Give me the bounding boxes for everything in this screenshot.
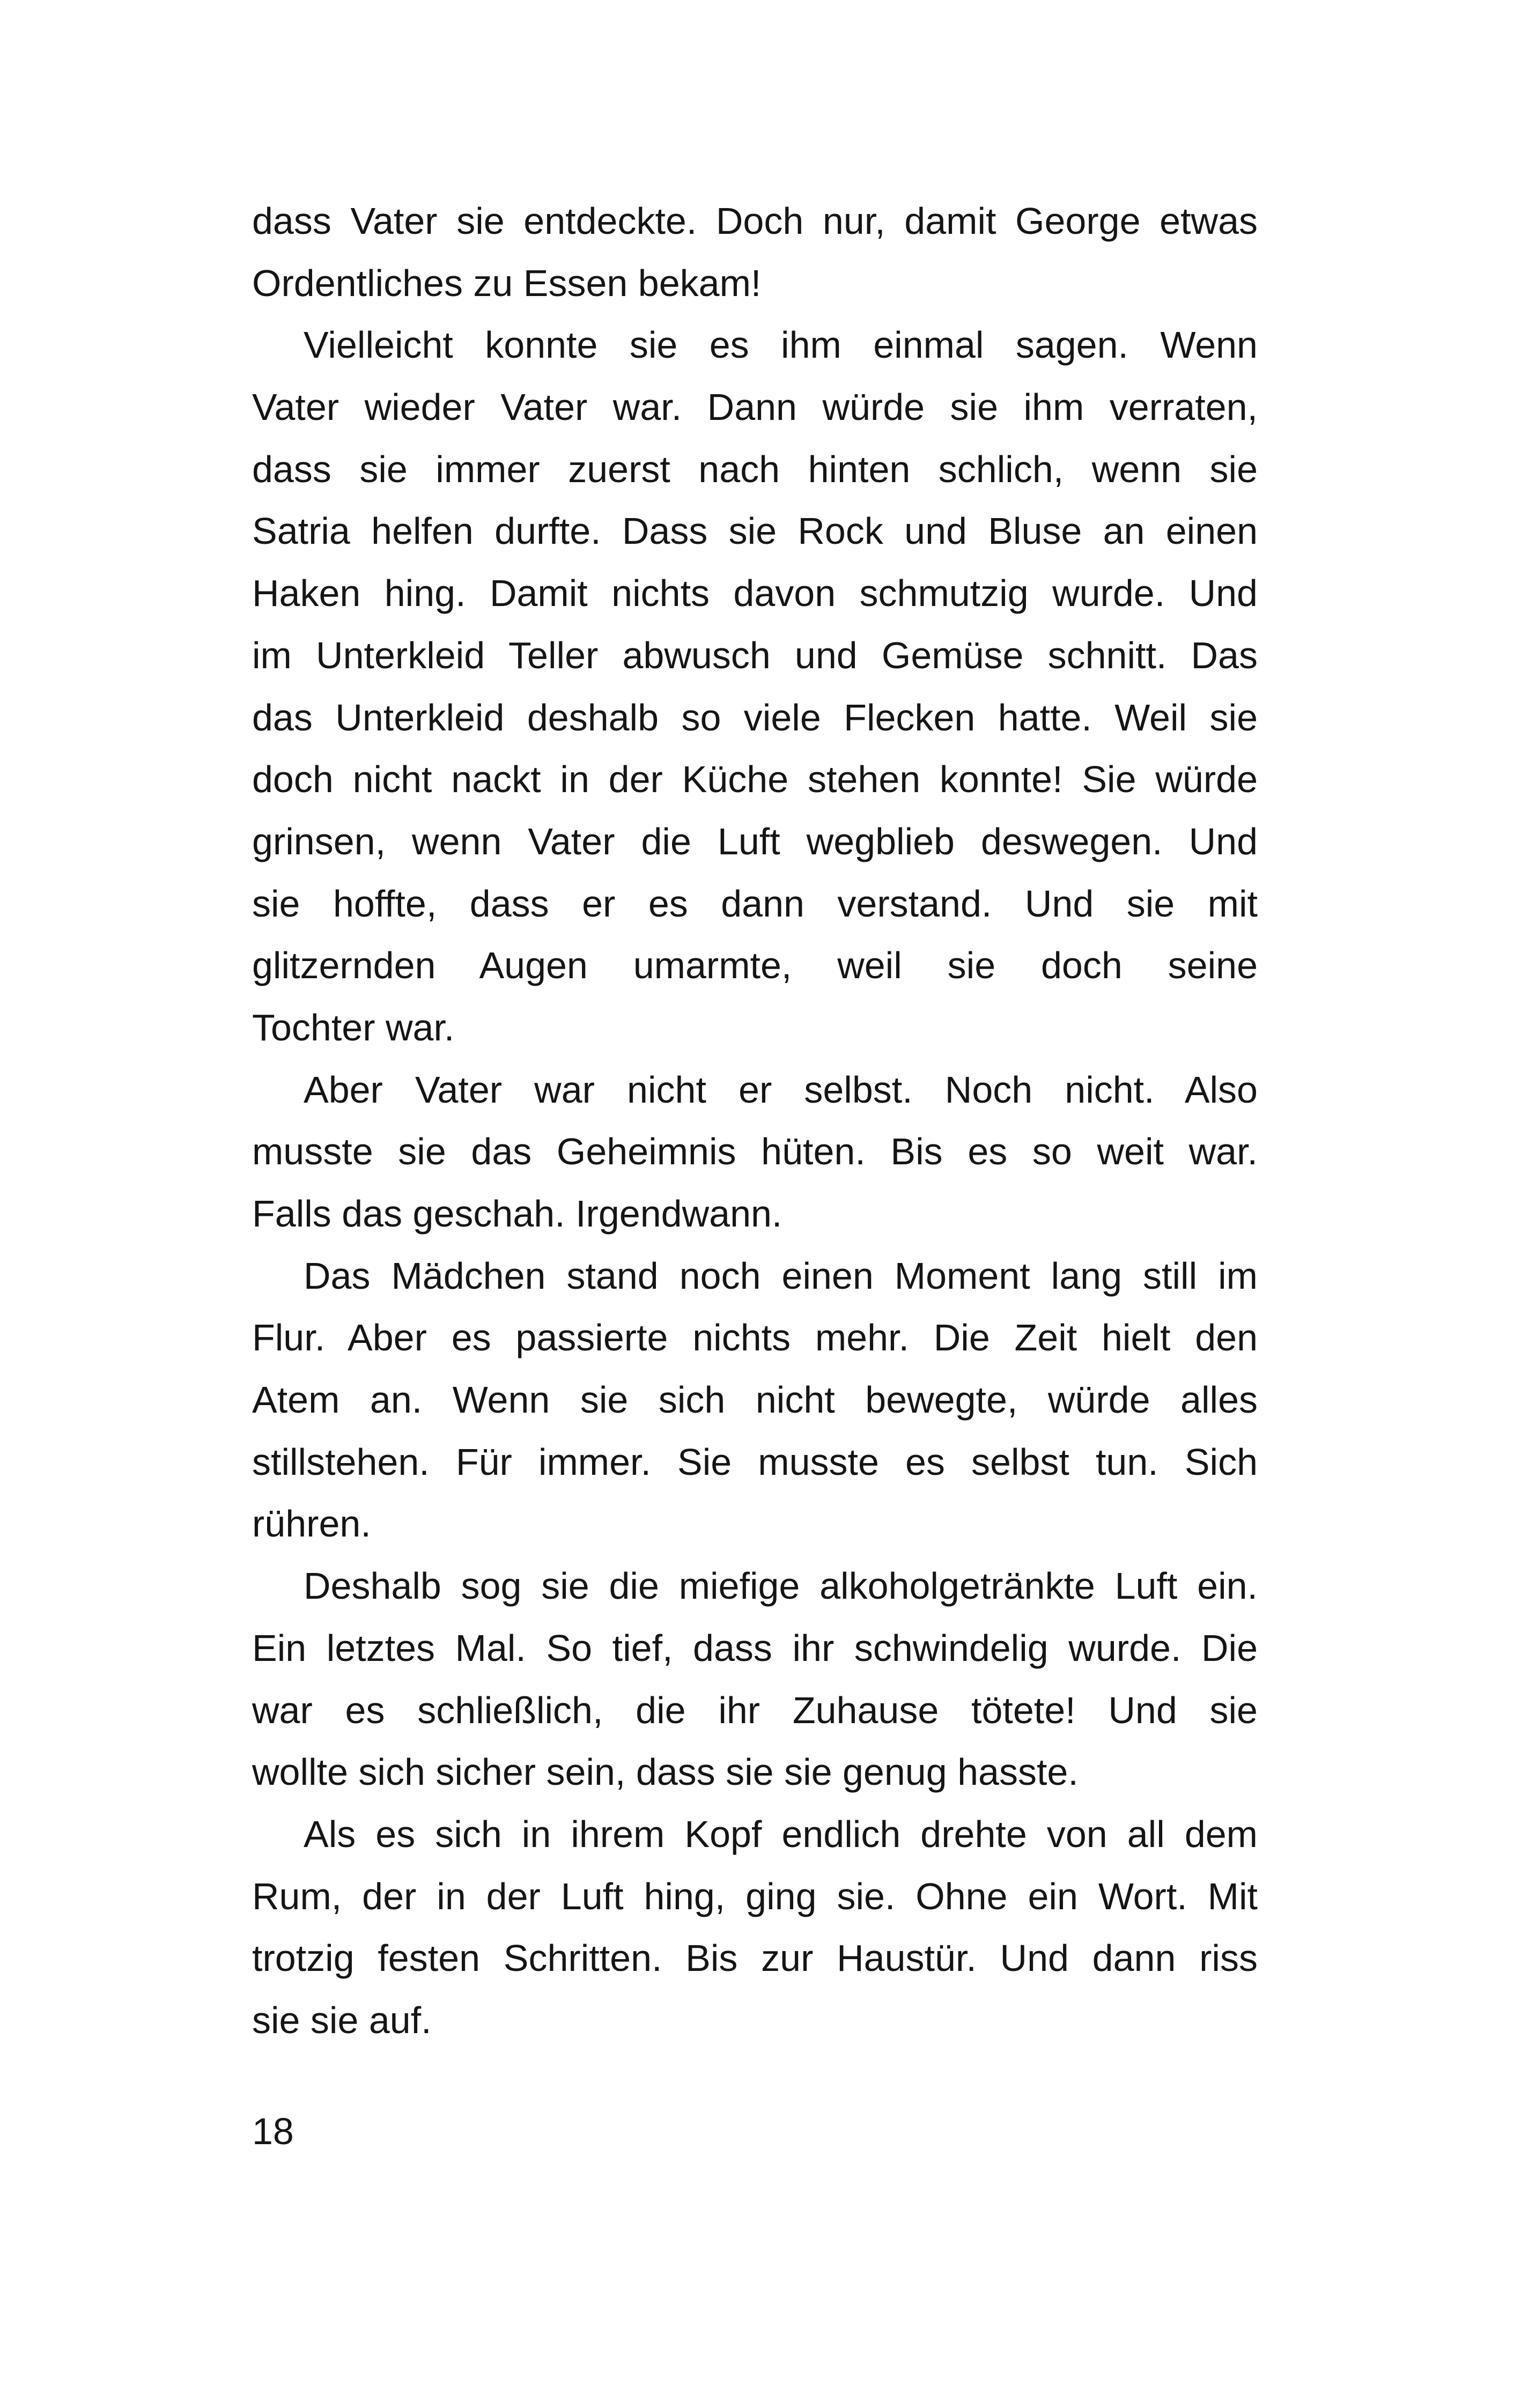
- text-line: das Unterkleid deshalb so viele Flecken hatte. Weil sie: [252, 696, 1258, 738]
- text-line: stillstehen. Für immer. Sie musste es selbst tun. Sich: [252, 1441, 1258, 1483]
- text-line: Vater wieder Vater war. Dann würde sie ihm verraten,: [252, 386, 1258, 429]
- text-line: Ein letztes Mal. So tief, dass ihr schwindelig wurde. Die: [252, 1627, 1258, 1669]
- page-number: 18: [252, 2110, 294, 2152]
- text-line: dass sie immer zuerst nach hinten schlich, wenn sie: [252, 448, 1258, 490]
- text-line: Ordentliches zu Essen bekam!: [252, 262, 762, 304]
- body-text: [252, 190, 1258, 2052]
- text-line: Satria helfen durfte. Dass sie Rock und Bluse an einen: [252, 510, 1258, 552]
- text-line: sie hoffte, dass er es dann verstand. Und sie mit: [252, 882, 1258, 925]
- text-line: trotzig festen Schritten. Bis zur Haustür. Und dann riss: [252, 1937, 1258, 1979]
- text-line: wollte sich sicher sein, dass sie sie genug hasste.: [252, 1751, 1079, 1793]
- text-line: Flur. Aber es passierte nichts mehr. Die Zeit hielt den: [252, 1317, 1258, 1359]
- text-line: grinsen, wenn Vater die Luft wegblieb deswegen. Und: [252, 820, 1258, 862]
- text-line: Haken hing. Damit nichts davon schmutzig wurde. Und: [252, 572, 1258, 615]
- text-line: Deshalb sog sie die miefige alkoholgetränkte Luft ein.: [304, 1565, 1258, 1607]
- text-line: Falls das geschah. Irgendwann.: [252, 1193, 782, 1235]
- text-line: dass Vater sie entdeckte. Doch nur, damit George etwas: [252, 200, 1258, 242]
- text-line: Das Mädchen stand noch einen Moment lang still im: [304, 1254, 1258, 1297]
- text-line: sie sie auf.: [252, 1999, 432, 2041]
- text-line: im Unterkleid Teller abwusch und Gemüse schnitt. Das: [252, 634, 1258, 676]
- text-line: war es schließlich, die ihr Zuhause tötete! Und sie: [252, 1689, 1258, 1731]
- text-line: Vielleicht konnte sie es ihm einmal sagen. Wenn: [304, 324, 1258, 366]
- text-line: rühren.: [252, 1503, 371, 1545]
- text-line: Tochter war.: [252, 1006, 455, 1048]
- text-line: doch nicht nackt in der Küche stehen konnte! Sie würde: [252, 758, 1258, 801]
- text-line: Rum, der in der Luft hing, ging sie. Ohne ein Wort. Mit: [252, 1875, 1258, 1917]
- text-line: Atem an. Wenn sie sich nicht bewegte, würde alles: [252, 1379, 1258, 1421]
- text-line: musste sie das Geheimnis hüten. Bis es so weit war.: [252, 1131, 1258, 1173]
- text-line: Aber Vater war nicht er selbst. Noch nicht. Also: [304, 1068, 1258, 1111]
- text-line: glitzernden Augen umarmte, weil sie doch seine: [252, 944, 1258, 987]
- text-line: Als es sich in ihrem Kopf endlich drehte von all dem: [304, 1813, 1258, 1855]
